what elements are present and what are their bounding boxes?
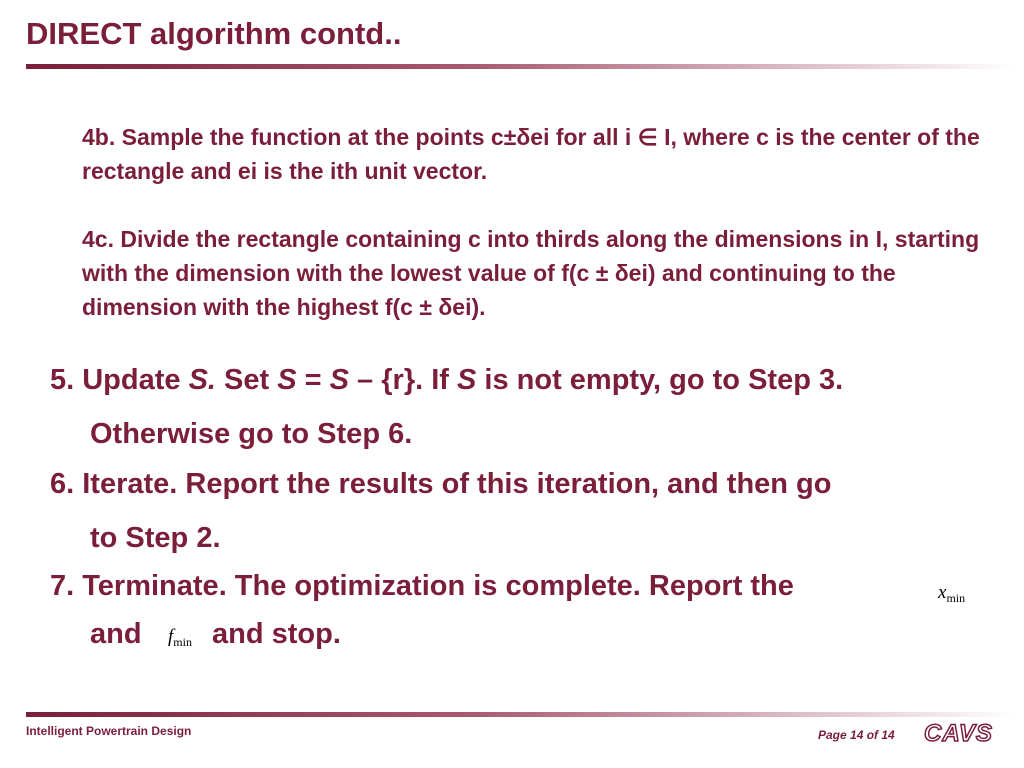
slide-title: DIRECT algorithm contd.. — [26, 16, 402, 51]
page-number: Page 14 of 14 — [818, 728, 895, 742]
step-5-line-2: Otherwise go to Step 6. — [90, 418, 413, 450]
step-4b-text: 4b. Sample the function at the points c±δei for all i ∈ I, where c is the center of the rectangle and ei is the ith unit vector. — [82, 124, 980, 184]
step-4c-text: 4c. Divide the rectangle containing c into thirds along the dimensions in I, starting with the dimension with the lowest value of f(c ± δei) and continuing to the dimension with the highest f(c ± δei). — [82, 226, 980, 320]
step-7-line-1: 7. Terminate. The optimization is complete. Report the — [50, 570, 794, 602]
cavs-logo: CAVS — [924, 720, 993, 747]
footer-divider — [26, 712, 1016, 717]
step-5-line-1: 5. Update S. Set S = S – {r}. If S is not empty, go to Step 3. — [50, 364, 844, 396]
step-7-and: and — [90, 618, 142, 650]
step-6-line-2: to Step 2. — [90, 522, 221, 554]
step-7-and-stop: and stop. — [212, 618, 341, 650]
footer-course-name: Intelligent Powertrain Design — [26, 724, 192, 738]
f-min-symbol: $f_{min}$ — [168, 626, 192, 649]
step-6-line-1: 6. Iterate. Report the results of this iteration, and then go — [50, 468, 832, 500]
x-min-symbol: $x_{min}$ — [938, 582, 966, 605]
title-divider — [26, 64, 1016, 69]
